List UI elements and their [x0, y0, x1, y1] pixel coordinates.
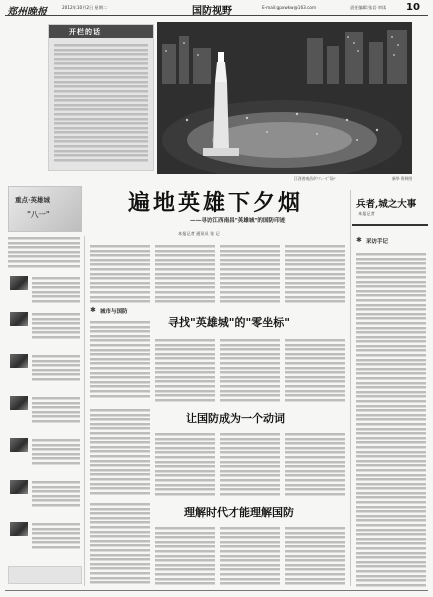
left-thumb-5	[10, 438, 28, 452]
left-thumb-1	[10, 276, 28, 290]
sec2-col-2	[220, 432, 280, 496]
night-city-illustration	[157, 22, 412, 174]
main-subtitle: ——寻访江西南昌"英雄城"的国防印迹	[190, 218, 286, 224]
city-defense-text	[90, 320, 150, 402]
left-thumb-3	[10, 354, 28, 368]
sidebar-column-label-text: 采访手记	[366, 239, 389, 245]
opener-box	[48, 24, 154, 171]
sidebar-byline: 本报记者	[358, 211, 375, 216]
left-item-7	[32, 522, 80, 552]
left-item-4	[32, 396, 80, 426]
left-item-1	[32, 276, 80, 306]
star-icon: ✱	[90, 306, 96, 314]
opener-title-bar	[49, 25, 153, 38]
promo-graphic	[8, 186, 82, 232]
newspaper-logo: 郑州晚报	[7, 7, 47, 18]
right-column-divider	[350, 190, 351, 586]
main-byline: 本报记者 通讯员 张 记	[178, 231, 220, 236]
main-title: 遍地英雄下夕烟	[128, 191, 304, 216]
sec1-col-2	[220, 338, 280, 402]
section-label-text: 城市与国防	[100, 309, 128, 315]
masthead-email: E-mail:gpxwkw@163.com	[262, 5, 317, 10]
masthead	[0, 0, 433, 16]
sec3-col-3	[285, 526, 345, 588]
photo-caption: 江西省南昌市"八一广场"	[294, 176, 336, 181]
masthead-editor: 责任编辑:张岩 审读	[350, 5, 387, 10]
left-thumb-6	[10, 480, 28, 494]
section-label-city-defense	[90, 306, 152, 316]
left-thumb-4	[10, 396, 28, 410]
left-intro-text	[8, 236, 80, 272]
left-thumb-7	[10, 522, 28, 536]
sec3-lead	[90, 502, 150, 588]
masthead-rule	[5, 15, 428, 16]
promo-line1: 重点·英雄城	[15, 196, 50, 204]
left-footer-strip	[8, 566, 82, 584]
section-heading-3: 理解时代才能理解国防	[184, 506, 294, 519]
left-thumb-2	[10, 312, 28, 326]
promo-line2: "八一"	[27, 210, 50, 219]
body-col-4	[285, 244, 345, 304]
body-col-3	[220, 244, 280, 304]
section-name: 国防视野	[192, 6, 232, 17]
opener-title: 开栏的话	[69, 28, 101, 36]
star-icon: ✱	[356, 236, 362, 244]
body-col-1	[90, 244, 150, 304]
sidebar-title: 兵者,城之大事	[356, 199, 417, 210]
left-item-6	[32, 480, 80, 510]
sec2-lead	[90, 408, 150, 496]
bottom-rule	[5, 590, 428, 591]
section-heading-1: 寻找"英雄城"的"零坐标"	[168, 316, 290, 329]
left-item-3	[32, 354, 80, 384]
sec1-col-3	[285, 338, 345, 402]
sec3-col-2	[220, 526, 280, 588]
left-list	[8, 236, 80, 586]
left-item-2	[32, 312, 80, 342]
section-heading-2: 让国防成为一个动词	[186, 412, 285, 425]
sec3-col-1	[155, 526, 215, 588]
sidebar-body	[356, 252, 426, 588]
sec2-col-3	[285, 432, 345, 496]
sec2-col-1	[155, 432, 215, 496]
sidebar-column-label	[356, 236, 426, 246]
left-column-divider	[84, 236, 85, 586]
left-item-5	[32, 438, 80, 468]
photo-credit: 新华 资料图	[392, 176, 413, 181]
sidebar-rule	[352, 224, 428, 226]
body-col-2	[155, 244, 215, 304]
masthead-date: 2012年10月2日 星期二	[62, 5, 108, 10]
page-number: 10	[406, 2, 420, 13]
opener-body	[54, 43, 148, 167]
hero-photo	[157, 22, 412, 174]
sec1-col-1	[155, 338, 215, 402]
